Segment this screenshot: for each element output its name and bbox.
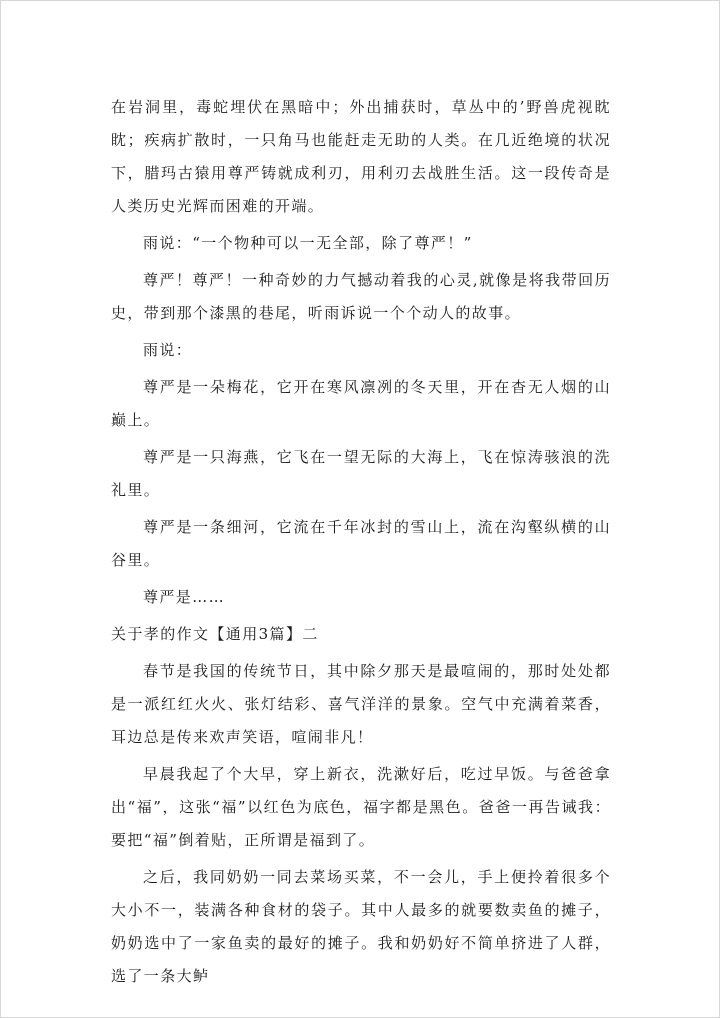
paragraph: 尊严是一朵梅花，它开在寒风凛冽的冬天里，开在杳无人烟的山巅上。 <box>111 378 611 429</box>
paragraph: 雨说： <box>143 341 193 359</box>
section-heading: 关于孝的作文【通用3篇】二 <box>111 625 319 643</box>
paragraph: 之后，我同奶奶一同去菜场买菜，不一会儿，手上便拎着很多个大小不一，装满各种食材的袋子。其中人最多的就要数卖鱼的摊子，奶奶选中了一家鱼卖的最好的摊子。我和奶奶好不简单挤进了人群，选了一条大鲈 <box>111 868 611 985</box>
paragraph: 尊严！尊严！一种奇妙的力气撼动着我的心灵,就像是将我带回历史，带到那个漆黑的巷尾，听雨诉说一个个动人的故事。 <box>111 271 611 322</box>
paragraph: 雨说：“一个物种可以一无全部，除了尊严！” <box>143 234 473 252</box>
paragraph: 尊严是一条细河，它流在千年冰封的雪山上，流在沟壑纵横的山谷里。 <box>111 518 611 569</box>
paragraph: 在岩洞里，毒蛇埋伏在黑暗中；外出捕获时，草丛中的’野兽虎视眈眈；疾病扩散时，一只角马也能赶走无助的人类。在几近绝境的状况下，腊玛古猿用尊严铸就成利刃，用利刃去战胜生活。这一段传奇是人类历史光辉而困难的开端。 <box>111 98 611 215</box>
document-body <box>111 91 611 997</box>
paragraph: 尊严是一只海燕，它飞在一望无际的大海上，飞在惊涛骇浪的洗礼里。 <box>111 448 611 499</box>
paragraph: 尊严是…… <box>143 588 226 606</box>
paragraph: 春节是我国的传统节日，其中除夕那天是最喧闹的，那时处处都是一派红红火火、张灯结彩、喜气洋洋的景象。空气中充满着菜香，耳边总是传来欢声笑语，喧闹非凡！ <box>111 662 611 746</box>
paragraph: 早晨我起了个大早，穿上新衣，洗漱好后，吃过早饭。与爸爸拿出“福”，这张“福”以红色为底色，福字都是黑色。爸爸一再告诫我：要把“福”倒着贴，正所谓是福到了。 <box>111 765 611 849</box>
